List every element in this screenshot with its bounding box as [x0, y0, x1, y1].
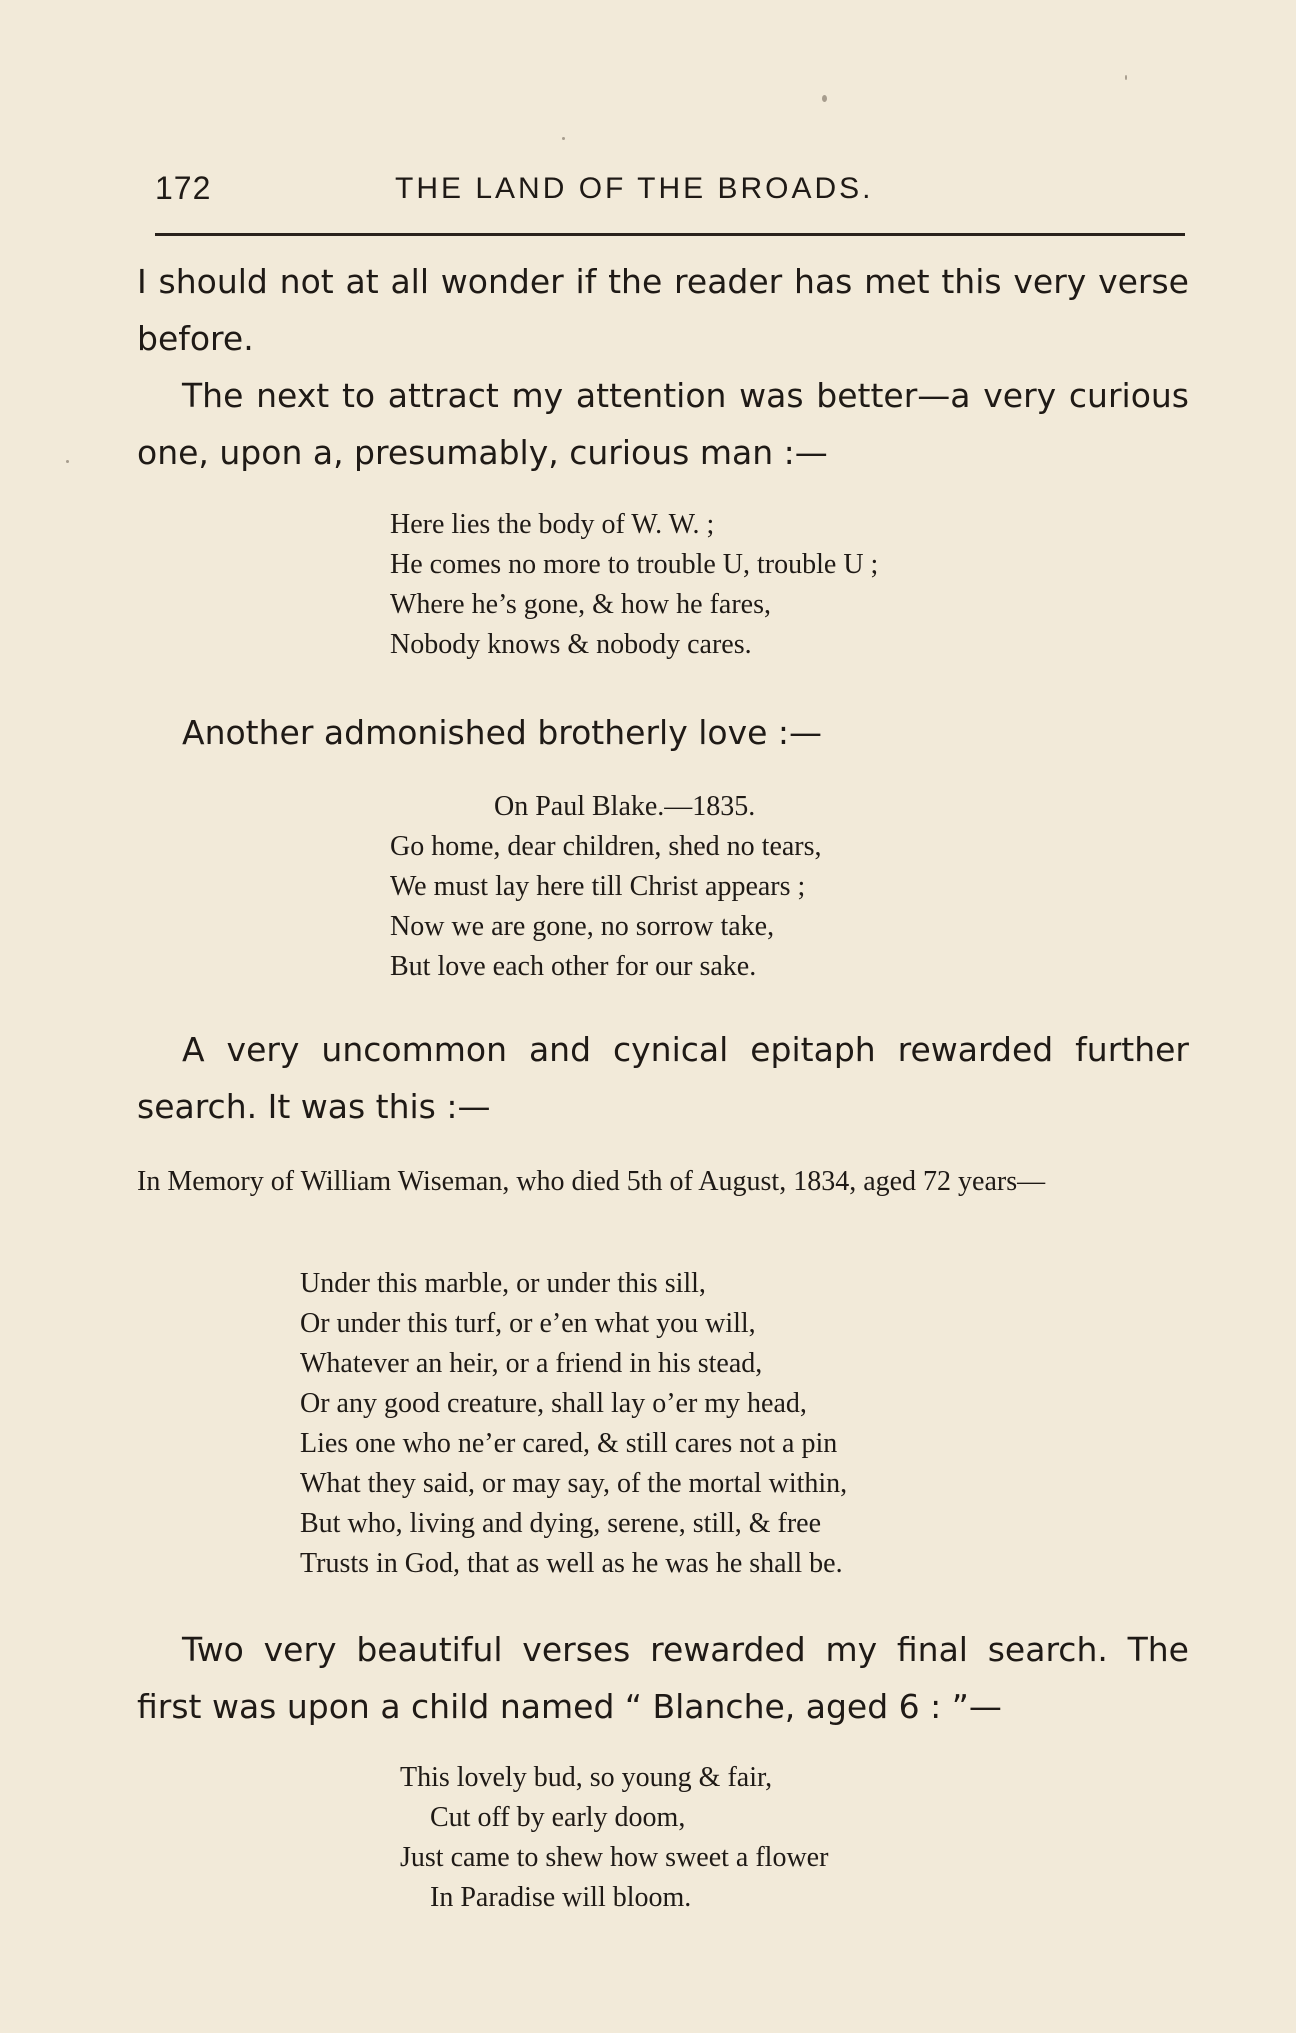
epitaph-blanche: [400, 1758, 828, 1918]
paragraph-cynical-epitaph: [137, 1021, 1189, 1135]
epitaph-heading: On Paul Blake.—1835.: [494, 791, 756, 822]
page-number: 172: [155, 170, 212, 206]
verse-line: What they said, or may say, of the mortal within,: [300, 1468, 848, 1499]
verse-line: Trusts in God, that as well as he was he shall be.: [300, 1548, 843, 1579]
verse-line: Go home, dear children, shed no tears,: [390, 831, 822, 862]
epitaph-ww: [390, 505, 878, 665]
verse-line: Here lies the body of W. W. ;: [390, 509, 715, 540]
paper-speck: [822, 95, 827, 102]
paragraph-curious-man: [137, 367, 1189, 481]
paragraph-reader-verse: [137, 253, 1189, 367]
verse-line: We must lay here till Christ appears ;: [390, 871, 806, 902]
paper-speck: [1125, 75, 1127, 80]
verse-line: Lies one who ne’er cared, & still cares not a pin: [300, 1428, 838, 1459]
paragraph-text: Another admonished brotherly love :—: [182, 713, 823, 752]
page-header: [155, 170, 1185, 210]
epitaph-wiseman: [300, 1264, 847, 1584]
verse-line: Cut off by early doom,: [430, 1802, 686, 1833]
paper-speck: [66, 460, 69, 463]
verse-line: He comes no more to trouble U, trouble U ;: [390, 549, 879, 580]
paragraph-text: The next to attract my attention was better—a very curious one, upon a, presumably, curious man :—: [137, 376, 1189, 472]
verse-line: Or any good creature, shall lay o’er my head,: [300, 1388, 807, 1419]
paragraph-text: Two very beautiful verses rewarded my final search. The first was upon a child named “ Blanche, aged 6 : ”—: [137, 1630, 1189, 1726]
inscription-william-wiseman: In Memory of William Wiseman, who died 5th of August, 1834, aged 72 years—: [137, 1166, 1046, 1197]
header-rule: [155, 233, 1185, 236]
verse-line: Whatever an heir, or a friend in his stead,: [300, 1348, 763, 1379]
verse-line: Where he’s gone, & how he fares,: [390, 589, 771, 620]
verse-line: Just came to shew how sweet a flower: [400, 1842, 829, 1873]
paragraph-text: I should not at all wonder if the reader has met this very verse before.: [137, 262, 1189, 358]
verse-line: Now we are gone, no sorrow take,: [390, 911, 775, 942]
verse-line: This lovely bud, so young & fair,: [400, 1762, 773, 1793]
paragraph-brotherly-love: [137, 704, 1189, 761]
verse-line: In Paradise will bloom.: [430, 1882, 692, 1913]
paragraph-final-search: [137, 1621, 1189, 1735]
epitaph-paul-blake: [390, 787, 822, 987]
verse-line: Nobody knows & nobody cares.: [390, 629, 752, 660]
verse-line: Under this marble, or under this sill,: [300, 1268, 706, 1299]
running-title: THE LAND OF THE BROADS.: [395, 172, 874, 205]
verse-line: But love each other for our sake.: [390, 951, 757, 982]
verse-line: Or under this turf, or e’en what you will,: [300, 1308, 756, 1339]
paper-speck: [562, 137, 565, 140]
verse-line: But who, living and dying, serene, still, & free: [300, 1508, 822, 1539]
paragraph-text: A very uncommon and cynical epitaph rewarded further search. It was this :—: [137, 1030, 1189, 1126]
